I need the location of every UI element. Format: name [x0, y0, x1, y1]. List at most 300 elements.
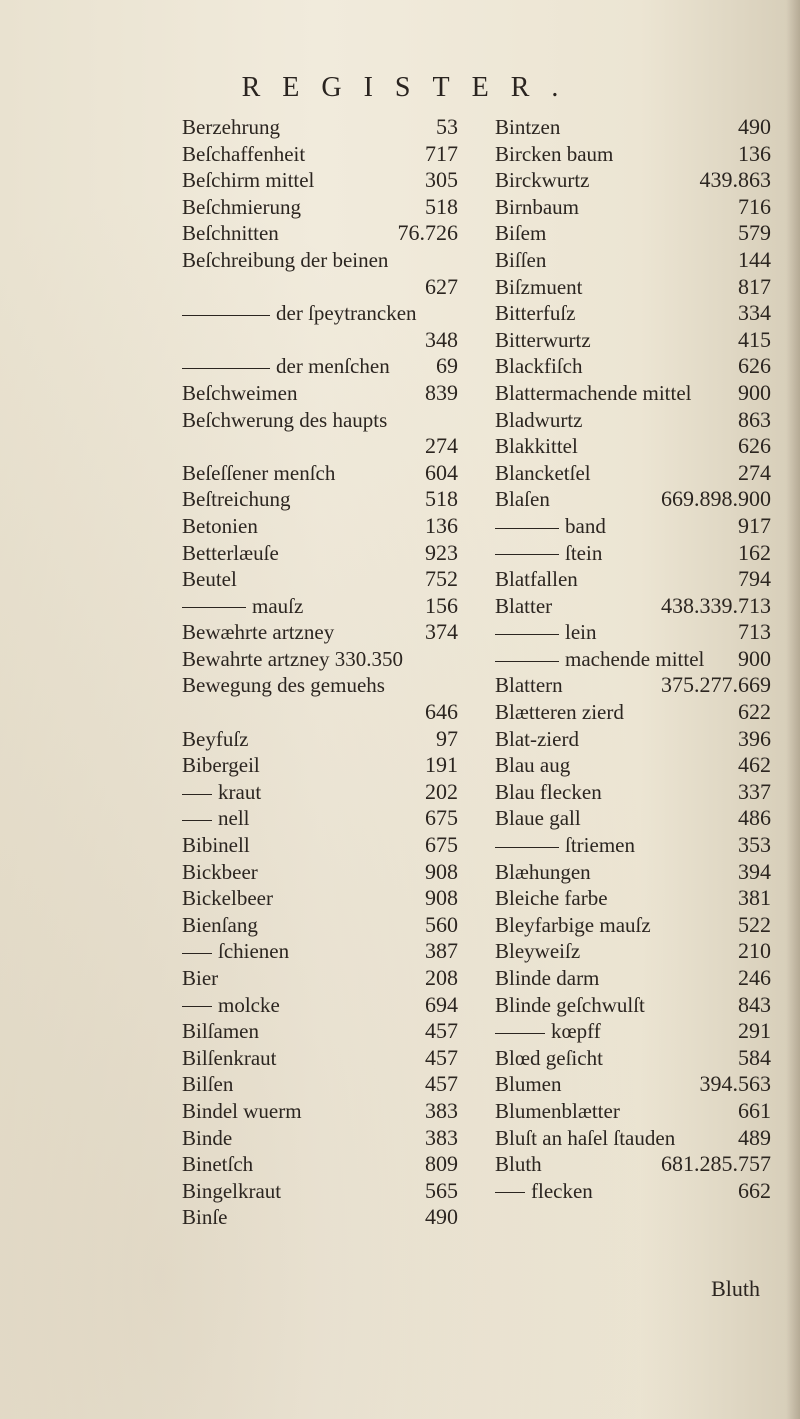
index-term-text: der menſchen: [276, 354, 390, 379]
index-term: [495, 407, 582, 434]
index-term: [182, 353, 390, 380]
index-term-text: Blakkittel: [495, 434, 578, 459]
index-term: [182, 885, 273, 912]
index-term-text: Bibinell: [182, 833, 250, 858]
page-reference: 490: [738, 114, 771, 139]
page-reference: 622: [738, 699, 771, 725]
index-term: [182, 220, 279, 247]
page-reference: 387: [425, 938, 458, 964]
index-term-text: Blætteren zierd: [495, 700, 624, 725]
index-entry: [182, 433, 458, 460]
index-term: [495, 646, 704, 673]
index-term: [495, 726, 579, 753]
index-term-text: kœpff: [551, 1019, 601, 1044]
index-term-text: Bienſang: [182, 912, 258, 937]
index-entry: [182, 1071, 458, 1098]
index-term-text: Bleyweiſz: [495, 939, 581, 964]
index-entry: [495, 1071, 771, 1098]
index-term: [495, 327, 591, 354]
page-reference: 457: [425, 1044, 458, 1070]
page-reference: 917: [738, 512, 771, 538]
index-term-text: Bladwurtz: [495, 407, 583, 432]
page-reference: 716: [738, 193, 771, 219]
index-entry: [182, 619, 458, 646]
index-entry: [495, 859, 771, 886]
index-term: [495, 965, 599, 992]
index-term-text: Blaſen: [495, 487, 550, 512]
index-entry: [182, 274, 458, 301]
page-reference: 604: [425, 459, 458, 485]
index-term: [182, 460, 335, 487]
index-term: [182, 805, 250, 832]
index-entry: [182, 141, 458, 168]
page-reference: 486: [738, 805, 771, 831]
index-term-text: Bindel wuerm: [182, 1098, 302, 1123]
index-entry: [495, 353, 771, 380]
index-entry: [495, 779, 771, 806]
page-reference: 162: [738, 539, 771, 565]
index-term: [495, 699, 624, 726]
index-entry: [182, 912, 458, 939]
index-entry: [495, 752, 771, 779]
page-reference: 900: [738, 645, 771, 671]
index-term: [182, 1098, 302, 1125]
page-reference: 291: [738, 1018, 771, 1044]
ditto-dash: [495, 554, 559, 555]
index-term: [495, 593, 552, 620]
page-reference: 136: [425, 512, 458, 538]
index-entry: [182, 646, 458, 673]
page-reference: 490: [425, 1204, 458, 1230]
page-reference: 383: [425, 1124, 458, 1150]
page-reference: 565: [425, 1177, 458, 1203]
index-term-text: nell: [218, 806, 250, 831]
index-term-text: mauſz: [252, 593, 304, 618]
index-term-text: Biſſen: [495, 247, 547, 272]
index-entry: [182, 699, 458, 726]
index-entry: [182, 779, 458, 806]
index-term-text: Blackfiſch: [495, 354, 583, 379]
index-entry: [182, 247, 458, 274]
index-term-text: Beſchreibung der beinen: [182, 247, 389, 272]
index-term: [182, 566, 237, 593]
index-term: [495, 672, 563, 699]
index-term-text: Berzehrung: [182, 115, 280, 139]
index-term: [182, 965, 218, 992]
index-term: [495, 566, 578, 593]
page-reference: 518: [425, 193, 458, 219]
index-entry: [495, 1045, 771, 1072]
page-reference: 462: [738, 752, 771, 778]
index-term: [495, 885, 608, 912]
page-reference: 415: [738, 326, 771, 352]
index-term: [182, 247, 388, 274]
page-reference: 202: [425, 778, 458, 804]
catchword: Bluth: [711, 1276, 760, 1301]
index-entry: [495, 965, 771, 992]
index-term: [495, 619, 597, 646]
index-term: [182, 407, 387, 434]
page-reference: 560: [425, 911, 458, 937]
index-term-text: Beſchmierung: [182, 194, 301, 219]
index-term-text: Beſchwerung des haupts: [182, 407, 388, 432]
index-term-text: Bewæhrte artzney: [182, 620, 335, 645]
page-edge-shadow: [786, 0, 800, 1419]
index-entry: [495, 1178, 771, 1205]
index-entry: [182, 1045, 458, 1072]
page-reference: 694: [425, 991, 458, 1017]
index-term-text: Beyfuſz: [182, 726, 249, 751]
index-term: [495, 1045, 603, 1072]
index-term-text: Bilſamen: [182, 1019, 259, 1044]
index-entry: [182, 992, 458, 1019]
index-term-text: Blatfallen: [495, 567, 578, 592]
index-term-text: Blæhungen: [495, 859, 591, 884]
index-term-text: Birnbaum: [495, 194, 579, 219]
page-reference: 681.285.757: [661, 1151, 771, 1177]
index-term-text: Bilſen: [182, 1072, 234, 1097]
page-reference: 383: [425, 1097, 458, 1123]
index-entry: [182, 726, 458, 753]
index-entry: [182, 460, 458, 487]
index-entry: [495, 699, 771, 726]
index-term: [182, 859, 258, 886]
index-entry: [495, 726, 771, 753]
page-reference: 457: [425, 1018, 458, 1044]
index-term: [495, 194, 579, 221]
index-term: [495, 540, 602, 567]
page-reference: 900: [738, 379, 771, 405]
page-reference: 794: [738, 566, 771, 592]
index-term-text: der ſpeytrancken: [276, 301, 417, 326]
index-term-text: Blumen: [495, 1072, 562, 1097]
index-term-text: Blaue gall: [495, 806, 581, 831]
index-term: [495, 832, 635, 859]
index-term-text: Bickelbeer: [182, 886, 273, 911]
index-entry: [182, 566, 458, 593]
index-entry: [495, 832, 771, 859]
ditto-dash: [495, 1192, 525, 1193]
index-entry: [182, 513, 458, 540]
index-entry: [182, 672, 458, 699]
page-reference: 626: [738, 353, 771, 379]
index-term-text: Bitterwurtz: [495, 327, 591, 352]
index-entry: [495, 380, 771, 407]
index-term: [182, 1071, 233, 1098]
index-entry: [182, 380, 458, 407]
index-term: [495, 433, 578, 460]
index-term: [495, 141, 613, 168]
index-term: [182, 938, 289, 965]
index-term-text: Bewegung des gemuehs: [182, 673, 385, 698]
index-entry: [495, 433, 771, 460]
page-reference: 457: [425, 1071, 458, 1097]
index-term-text: Beſchirm mittel: [182, 168, 315, 193]
index-term-text: Blatter: [495, 593, 553, 618]
index-term-text: Betonien: [182, 513, 258, 538]
index-term-text: Blau flecken: [495, 779, 602, 804]
index-entry: [182, 593, 458, 620]
page-reference: 337: [738, 778, 771, 804]
page-reference: 394: [738, 858, 771, 884]
index-entry: [495, 1098, 771, 1125]
ditto-dash: [495, 847, 559, 848]
page-reference: 69: [436, 353, 458, 379]
page-reference: 191: [425, 752, 458, 778]
index-term: [182, 540, 279, 567]
index-term: [495, 167, 589, 194]
index-entry: [495, 912, 771, 939]
page-reference: 375.277.669: [661, 672, 771, 698]
index-entry: [182, 1151, 458, 1178]
index-term-text: Beſchnitten: [182, 221, 279, 246]
page-reference: 843: [738, 991, 771, 1017]
index-term: [182, 832, 250, 859]
running-head: REGISTER.: [241, 72, 581, 103]
index-entry: [495, 1151, 771, 1178]
index-term-text: molcke: [218, 992, 280, 1017]
index-term: [182, 486, 290, 513]
index-term: [495, 300, 575, 327]
index-term-text: band: [565, 513, 606, 538]
index-term: [182, 726, 248, 753]
index-term: [182, 1178, 281, 1205]
ditto-dash: [495, 661, 559, 662]
page-reference: 661: [738, 1097, 771, 1123]
index-term: [495, 1125, 675, 1152]
page-reference: 210: [738, 938, 771, 964]
index-entry: [182, 832, 458, 859]
index-entry: [182, 885, 458, 912]
page-reference: 809: [425, 1151, 458, 1177]
index-term: [495, 1018, 601, 1045]
ditto-dash: [182, 820, 212, 821]
index-term-text: Beſtreichung: [182, 487, 291, 512]
index-entry: [182, 540, 458, 567]
index-entry: [495, 460, 771, 487]
index-term-text: Binde: [182, 1125, 233, 1150]
index-entry: [495, 114, 771, 141]
page-reference: 923: [425, 539, 458, 565]
index-term: [495, 114, 560, 141]
page-reference: 136: [738, 140, 771, 166]
index-term-text: kraut: [218, 779, 262, 804]
index-term: [182, 752, 260, 779]
index-entry: [182, 938, 458, 965]
page-reference: 627: [425, 273, 458, 299]
ditto-dash: [182, 953, 212, 954]
index-entry: [182, 167, 458, 194]
index-term: [495, 513, 606, 540]
index-term: [495, 353, 582, 380]
index-term-text: Blau aug: [495, 753, 571, 778]
index-term-text: Bleiche farbe: [495, 886, 608, 911]
index-term-text: Beſchaffenheit: [182, 141, 306, 166]
index-column-right: [495, 114, 771, 1204]
index-term-text: Blattern: [495, 673, 563, 698]
index-term: [495, 938, 580, 965]
index-term: [182, 1151, 253, 1178]
index-entry: [182, 220, 458, 247]
index-term: [495, 1098, 620, 1125]
index-term: [495, 274, 583, 301]
index-term: [182, 646, 403, 673]
index-entry: [495, 327, 771, 354]
index-term: [182, 141, 305, 168]
page-reference: 908: [425, 858, 458, 884]
index-term-text: Binetſch: [182, 1152, 254, 1177]
index-entry: [182, 407, 458, 434]
index-entry: [182, 194, 458, 221]
index-entry: [495, 220, 771, 247]
index-entry: [495, 566, 771, 593]
index-entry: [182, 1178, 458, 1205]
index-entry: [495, 274, 771, 301]
index-term-text: Bircken baum: [495, 141, 614, 166]
index-term: [182, 194, 301, 221]
index-term-text: Biſem: [495, 221, 547, 246]
index-term-text: machende mittel: [565, 646, 705, 671]
index-term-text: Bilſenkraut: [182, 1045, 277, 1070]
index-entry: [495, 407, 771, 434]
ditto-dash: [182, 794, 212, 795]
index-term: [182, 114, 280, 141]
index-entry: [182, 327, 458, 354]
index-term: [495, 859, 591, 886]
index-term-text: ſchienen: [218, 939, 290, 964]
index-term-text: Blœd geſicht: [495, 1045, 603, 1070]
index-entry: [495, 805, 771, 832]
index-term-text: Birckwurtz: [495, 168, 590, 193]
index-term: [182, 513, 258, 540]
page-reference: 334: [738, 300, 771, 326]
index-term: [495, 486, 550, 513]
index-term-text: Beſeſſener menſch: [182, 460, 336, 485]
index-term-text: Blinde geſchwulſt: [495, 992, 645, 1017]
index-entry: [495, 540, 771, 567]
page-reference: 246: [738, 965, 771, 990]
page-reference: 97: [436, 725, 458, 751]
index-column-left: [182, 114, 458, 1231]
index-entry: [495, 992, 771, 1019]
page-reference: 353: [738, 832, 771, 858]
index-entry: [182, 805, 458, 832]
page-reference: 662: [738, 1177, 771, 1203]
page-reference: 156: [425, 592, 458, 618]
page-reference: 348: [425, 326, 458, 352]
index-entry: [495, 619, 771, 646]
index-term-text: Blinde darm: [495, 966, 600, 990]
ditto-dash: [495, 528, 559, 529]
index-term: [495, 247, 546, 274]
index-term: [495, 1071, 562, 1098]
index-entry: [182, 300, 458, 327]
index-term: [182, 380, 297, 407]
index-term-text: Betterlæuſe: [182, 540, 279, 565]
index-term: [495, 380, 692, 407]
index-entry: [495, 513, 771, 540]
index-term: [182, 912, 258, 939]
index-entry: [495, 247, 771, 274]
index-entry: [495, 167, 771, 194]
page-reference: 752: [425, 566, 458, 592]
index-entry: [182, 752, 458, 779]
index-entry: [495, 672, 771, 699]
index-term: [495, 1178, 593, 1205]
index-term-text: ſtriemen: [565, 833, 635, 858]
index-term-text: Blumenblætter: [495, 1098, 620, 1123]
page-reference: 713: [738, 619, 771, 645]
index-term-text: ſtein: [565, 540, 603, 565]
index-term-text: Bingelkraut: [182, 1178, 282, 1203]
index-entry: [495, 646, 771, 673]
index-entry: [182, 1204, 458, 1231]
page-reference: 675: [425, 832, 458, 858]
index-entry: [495, 300, 771, 327]
index-term: [495, 805, 581, 832]
page-reference: 76.726: [397, 220, 458, 246]
ditto-dash: [495, 1033, 545, 1034]
page-reference: 817: [738, 273, 771, 299]
index-term-text: Bickbeer: [182, 859, 258, 884]
page-reference: 438.339.713: [661, 592, 771, 618]
index-entry: [495, 938, 771, 965]
index-term: [495, 752, 570, 779]
page-reference: 274: [425, 433, 458, 459]
ditto-dash: [182, 368, 270, 369]
page-reference: 396: [738, 725, 771, 751]
page-reference: 381: [738, 885, 771, 911]
index-term-text: Beſchweimen: [182, 380, 298, 405]
index-entry: [182, 859, 458, 886]
index-term-text: Biſzmuent: [495, 274, 583, 299]
index-entry: [182, 1018, 458, 1045]
index-term-text: lein: [565, 620, 597, 645]
page-reference: 646: [425, 699, 458, 725]
index-entry: [495, 593, 771, 620]
page-reference: 908: [425, 885, 458, 911]
index-term: [182, 992, 280, 1019]
index-term-text: Bibergeil: [182, 753, 260, 778]
page-reference: 305: [425, 167, 458, 193]
ditto-dash: [182, 315, 270, 316]
index-term: [182, 672, 385, 699]
page-reference: 394.563: [699, 1071, 771, 1097]
index-term-text: Beutel: [182, 567, 237, 592]
page-reference: 626: [738, 433, 771, 459]
page-reference: 839: [425, 379, 458, 405]
page-reference: 144: [738, 246, 771, 272]
index-term: [182, 593, 303, 620]
index-entry: [495, 1125, 771, 1152]
index-term: [182, 1204, 228, 1231]
index-term: [495, 1151, 542, 1178]
index-term-text: Blat-zierd: [495, 726, 579, 751]
index-entry: [495, 1018, 771, 1045]
index-term: [182, 779, 261, 806]
index-term-text: Bintzen: [495, 115, 561, 139]
page-reference: 584: [738, 1044, 771, 1070]
index-term: [182, 167, 314, 194]
index-entry: [182, 1125, 458, 1152]
page-reference: 518: [425, 486, 458, 512]
index-term: [182, 1045, 276, 1072]
index-entry: [495, 486, 771, 513]
index-entry: [495, 885, 771, 912]
page-reference: 374: [425, 619, 458, 645]
page-reference: 579: [738, 220, 771, 246]
index-term: [495, 992, 645, 1019]
